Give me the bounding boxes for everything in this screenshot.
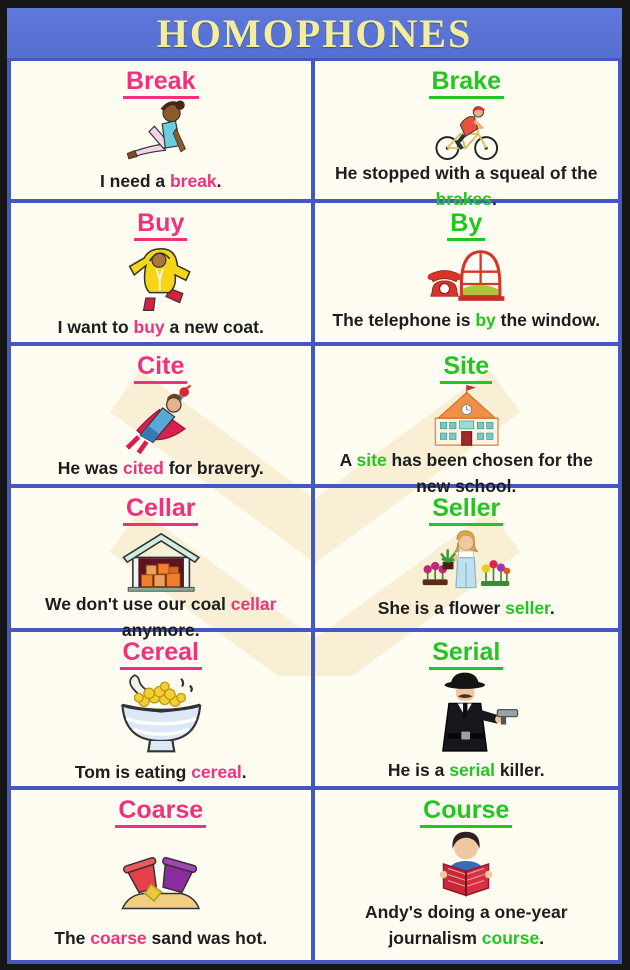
highlighted-word: break <box>169 171 217 192</box>
flying-superhero-icon <box>113 384 209 456</box>
homophone-heading: Cellar <box>123 495 198 526</box>
cyclist-icon <box>428 99 506 161</box>
sentence-after: . <box>241 762 247 783</box>
example-sentence <box>100 169 222 194</box>
example-sentence <box>388 758 545 783</box>
highlighted-word: serial <box>449 760 495 781</box>
highlighted-word: by <box>475 309 496 330</box>
poster-title: HOMOPHONES <box>156 10 473 56</box>
highlighted-word: course <box>481 927 540 948</box>
highlighted-word: seller <box>505 598 550 619</box>
sentence-after: sand was hot. <box>146 927 268 948</box>
highlighted-word: buy <box>133 317 165 338</box>
school-building-icon <box>424 384 509 448</box>
sentence-before: She is a flower <box>377 598 506 619</box>
cell-coarse <box>11 790 315 960</box>
homophone-heading: By <box>447 210 485 241</box>
sentence-after: . <box>216 171 222 192</box>
cell-buy <box>11 203 315 346</box>
homophone-heading: Buy <box>134 210 187 241</box>
sentence-after: has been chosen for the new school. <box>386 450 593 496</box>
stretching-woman-icon <box>114 99 207 169</box>
sentence-before: The <box>54 927 91 948</box>
cell-brake <box>315 61 619 209</box>
telephone-window-icon <box>420 241 512 307</box>
cell-cereal <box>11 632 315 790</box>
sentence-after: killer. <box>494 760 545 781</box>
poster-header <box>7 8 622 58</box>
example-sentence <box>321 900 613 951</box>
sentence-after: . <box>549 598 555 619</box>
example-sentence <box>58 456 264 481</box>
homophone-heading: Cite <box>134 353 187 384</box>
homophone-heading: Site <box>440 353 492 384</box>
example-sentence <box>332 308 600 333</box>
cereal-bowl-icon <box>105 670 218 760</box>
homophone-heading: Break <box>123 68 199 99</box>
highlighted-word: coarse <box>90 927 147 948</box>
sentence-before: He stopped with a squeal of the <box>334 163 598 184</box>
poster <box>7 8 622 960</box>
example-sentence <box>54 926 267 951</box>
sentence-before: A <box>339 450 357 471</box>
sentence-before: I want to <box>57 317 134 338</box>
homophones-grid <box>7 58 622 964</box>
example-sentence <box>378 596 555 621</box>
example-sentence <box>75 760 247 785</box>
homophone-heading: Brake <box>429 68 505 99</box>
homophone-heading: Course <box>420 797 512 828</box>
highlighted-word: cereal <box>191 762 242 783</box>
storage-cellar-icon <box>114 526 208 592</box>
sentence-after: . <box>492 188 497 209</box>
cell-course <box>315 790 619 960</box>
sentence-before: The telephone is <box>332 309 476 330</box>
homophone-heading: Cereal <box>120 639 202 670</box>
flower-seller-icon <box>416 526 516 596</box>
cell-cite <box>11 346 315 488</box>
example-sentence <box>58 315 264 340</box>
homophone-heading: Seller <box>429 495 503 526</box>
highlighted-word: site <box>356 450 387 471</box>
sentence-after: the window. <box>495 309 601 330</box>
raincoat-child-icon <box>115 241 208 315</box>
sentence-before: He was <box>57 458 123 479</box>
highlighted-word: brakes <box>435 188 493 209</box>
sentence-before: I need a <box>99 171 170 192</box>
sentence-before: Tom is eating <box>74 762 192 783</box>
sentence-after: anymore. <box>121 619 200 640</box>
cell-by <box>315 203 619 346</box>
highlighted-word: cellar <box>230 594 277 615</box>
cell-cellar <box>11 488 315 640</box>
cell-seller <box>315 488 619 632</box>
cell-site <box>315 346 619 496</box>
sentence-before: He is a <box>387 760 450 781</box>
sentence-before: Andy's doing a one-year journalism <box>364 902 568 948</box>
sentence-after: for bravery. <box>163 458 264 479</box>
cell-serial <box>315 632 619 790</box>
cell-break <box>11 61 315 203</box>
homophone-heading: Coarse <box>115 797 206 828</box>
highlighted-word: cited <box>122 458 164 479</box>
homophone-heading: Serial <box>429 639 503 670</box>
detective-with-gun-icon <box>412 670 521 758</box>
sentence-after: . <box>539 927 545 948</box>
sand-buckets-icon <box>112 828 210 925</box>
sentence-before: We don't use our coal <box>45 594 231 615</box>
person-reading-icon <box>421 828 511 900</box>
sentence-after: a new coat. <box>164 317 264 338</box>
